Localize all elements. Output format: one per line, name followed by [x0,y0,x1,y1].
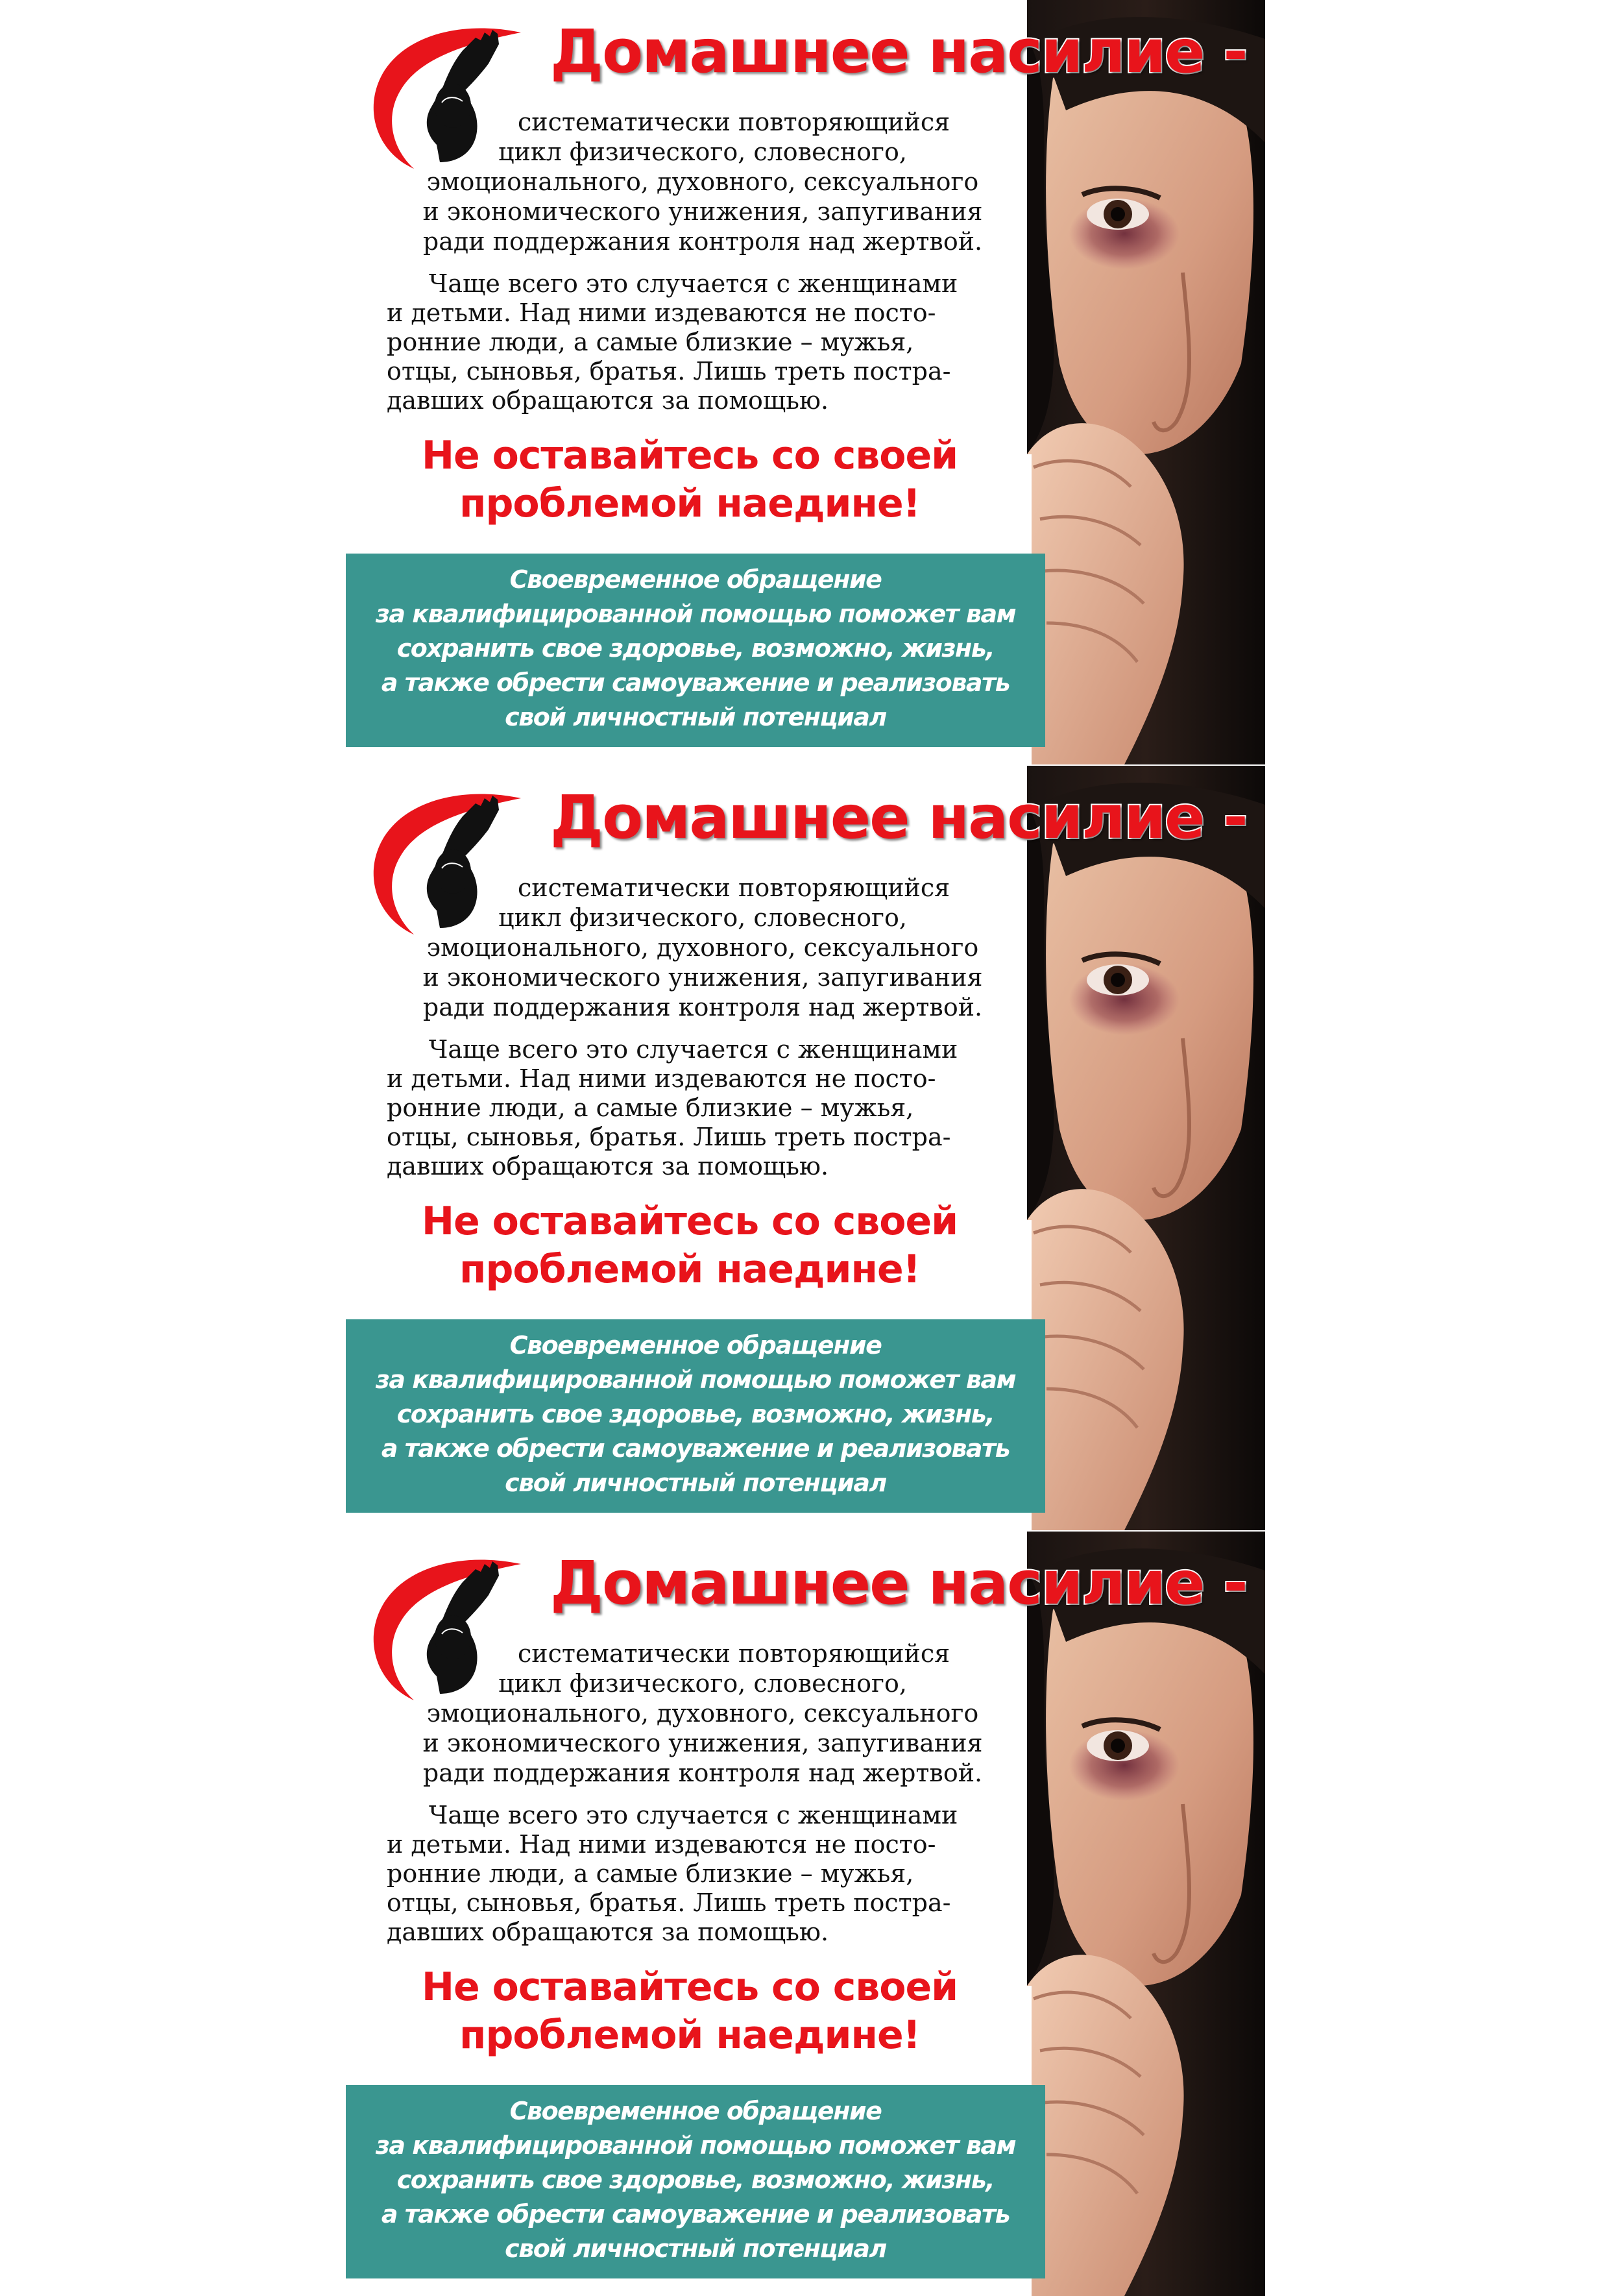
help-banner-text [346,1328,1045,1500]
definition-line: ради поддержания контроля над жертвой. [422,227,983,256]
bruised-woman-photo [1027,0,1265,764]
help-line: Своевременное обращение [509,565,882,594]
bruised-woman-photo [1027,766,1265,1530]
definition-line: эмоционального, духовного, сексуального [426,167,979,196]
paragraph-line: давших обращаются за помощью. [387,1918,829,1946]
leaflet-card [346,766,1265,1530]
definition-line: цикл физического, словесного, [498,903,907,932]
slogan-line: Не оставайтесь со своей [421,433,958,478]
paragraph-line: давших обращаются за помощью. [387,386,829,415]
paragraph-line: Чаще всего это случается с женщинами [429,269,958,298]
help-line: а также обрести самоуважение и реализовать [381,1434,1010,1463]
help-line: за квалифицированной помощью поможет вам [375,1365,1016,1394]
definition-text [381,1639,1024,1788]
slogan-heading [378,1963,1001,2059]
definition-line: эмоционального, духовного, сексуального [426,933,979,962]
paragraph-line: ронние люди, а самые близкие – мужья, [387,328,914,356]
help-line: сохранить свое здоровье, возможно, жизнь, [396,1400,995,1428]
slogan-heading [378,432,1001,528]
definition-text [381,873,1024,1022]
paragraph-line: ронние люди, а самые близкие – мужья, [387,1859,914,1888]
definition-line: систематически повторяющийся [518,108,950,136]
definition-line: цикл физического, словесного, [498,138,907,166]
slogan-heading [378,1197,1001,1293]
help-line: свой личностный потенциал [505,703,886,731]
help-line: за квалифицированной помощью поможет вам [375,2131,1016,2160]
help-line: а также обрести самоуважение и реализовать [381,668,1010,697]
help-line: а также обрести самоуважение и реализовать [381,2200,1010,2229]
paragraph-line: давших обращаются за помощью. [387,1152,829,1180]
title-heading: Домашнее насилие - [550,783,1247,852]
paragraph-line: Чаще всего это случается с женщинами [429,1035,958,1064]
definition-line: систематически повторяющийся [518,1639,950,1668]
leaflet-card [346,0,1265,764]
help-line: за квалифицированной помощью поможет вам [375,600,1016,628]
info-paragraph [387,1801,1029,1947]
help-line: сохранить свое здоровье, возможно, жизнь, [396,2166,995,2194]
paragraph-line: Чаще всего это случается с женщинами [429,1801,958,1829]
help-banner-text [346,2094,1045,2266]
leaflet-card [346,1532,1265,2296]
slogan-line: проблемой наедине! [459,1247,920,1292]
slogan-line: проблемой наедине! [459,2012,920,2058]
paragraph-line: ронние люди, а самые близкие – мужья, [387,1093,914,1122]
help-line: Своевременное обращение [509,2097,882,2125]
help-line: Своевременное обращение [509,1331,882,1360]
help-line: свой личностный потенциал [505,1469,886,1497]
help-line: свой личностный потенциал [505,2234,886,2263]
help-banner-text [346,563,1045,735]
definition-line: и экономического унижения, запугивания [422,963,983,992]
paragraph-line: отцы, сыновья, братья. Лишь треть постра- [387,1888,951,1917]
definition-line: систематически повторяющийся [518,873,950,902]
title-heading: Домашнее насилие - [550,17,1247,86]
paragraph-line: отцы, сыновья, братья. Лишь треть постра- [387,1123,951,1151]
definition-line: ради поддержания контроля над жертвой. [422,993,983,1021]
info-paragraph [387,269,1029,415]
definition-text [381,107,1024,256]
help-banner [346,554,1045,747]
definition-line: цикл физического, словесного, [498,1669,907,1698]
slogan-line: проблемой наедине! [459,481,920,526]
title-heading: Домашнее насилие - [550,1548,1247,1618]
paragraph-line: отцы, сыновья, братья. Лишь треть постра- [387,357,951,385]
slogan-line: Не оставайтесь со своей [421,1964,958,2010]
definition-line: эмоционального, духовного, сексуального [426,1699,979,1728]
help-banner [346,2085,1045,2278]
info-paragraph [387,1035,1029,1181]
definition-line: и экономического унижения, запугивания [422,197,983,226]
help-banner [346,1319,1045,1513]
paragraph-line: и детьми. Над ними издеваются не посто- [387,1064,936,1093]
paragraph-line: и детьми. Над ними издеваются не посто- [387,1830,936,1859]
help-line: сохранить свое здоровье, возможно, жизнь, [396,634,995,663]
definition-line: и экономического унижения, запугивания [422,1729,983,1757]
paragraph-line: и детьми. Над ними издеваются не посто- [387,299,936,327]
slogan-line: Не оставайтесь со своей [421,1199,958,1244]
definition-line: ради поддержания контроля над жертвой. [422,1759,983,1787]
bruised-woman-photo [1027,1532,1265,2296]
